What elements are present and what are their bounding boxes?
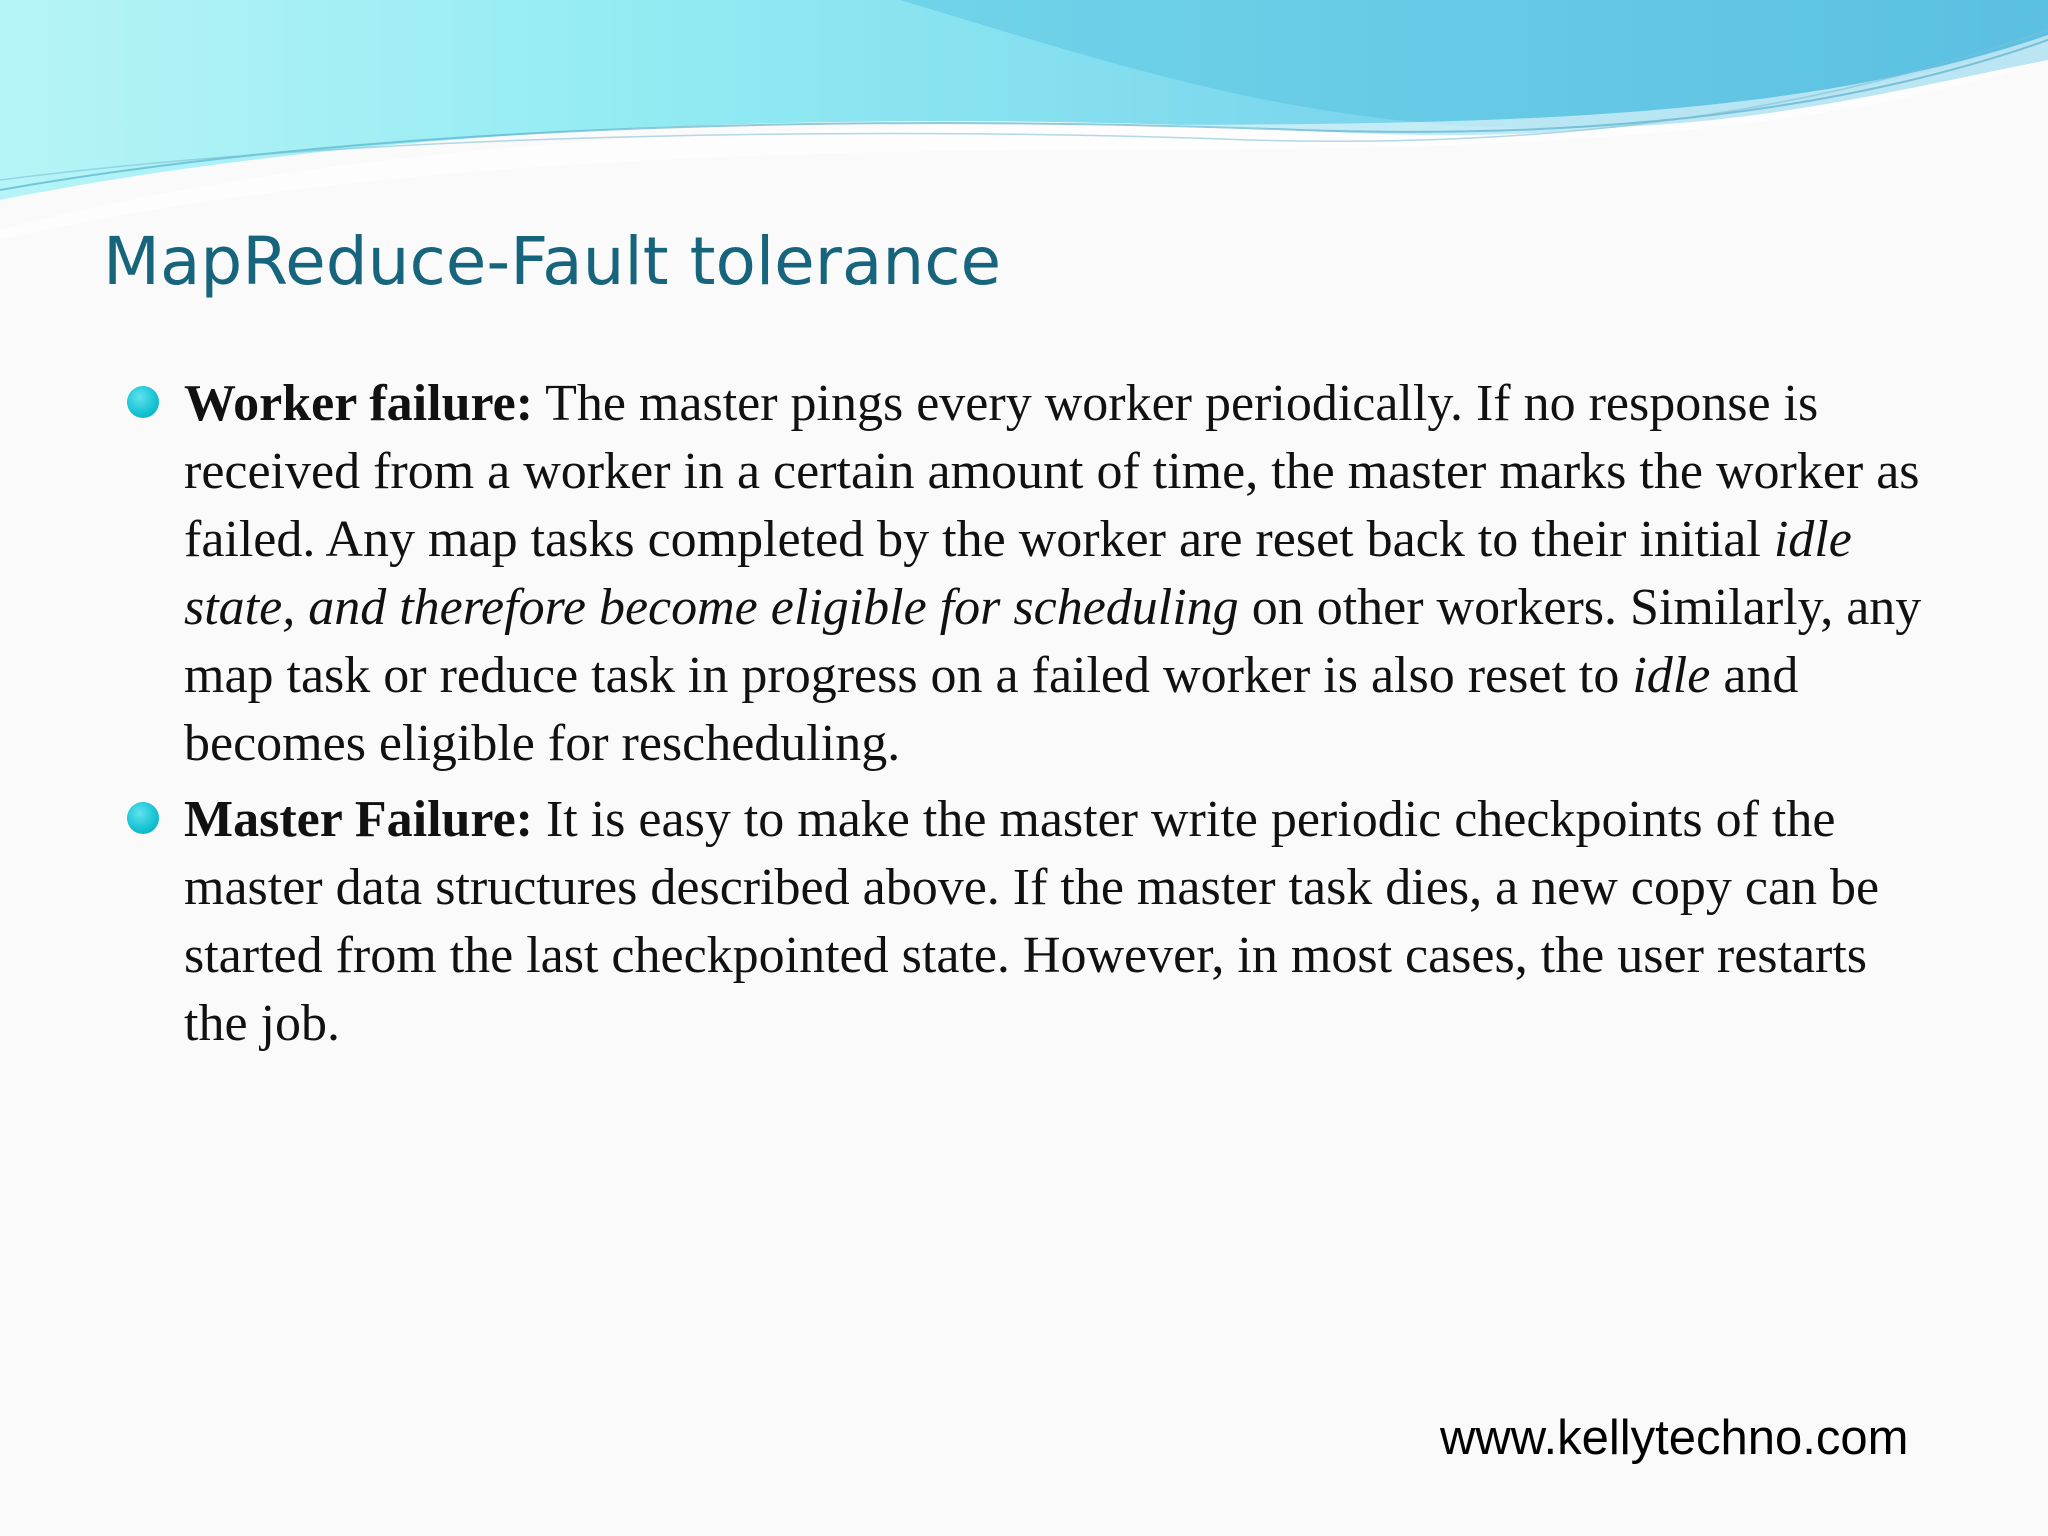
bullet-lead-text: Worker failure: <box>184 375 534 432</box>
footer-website-url: www.kellytechno.com <box>1440 1411 1909 1465</box>
header-wave-decoration <box>0 0 2048 240</box>
bullet-body-text: on other workers. Similarly, any map task or reduce task in progress on a failed worker is also reset to <box>184 579 1922 704</box>
bullet-item-worker-failure <box>0 370 2048 778</box>
bullet-lead-text: Master Failure: <box>184 791 533 848</box>
bullet-item-master-failure <box>0 786 2048 1058</box>
slide-title: MapReduce-Fault tolerance <box>103 223 1002 300</box>
bullet-body-text: The master pings every worker periodically. If no response is received from a worker in a certain amount of time, the master marks the worker as failed. Any map tasks completed by the worker are reset back to their initial <box>184 375 1920 568</box>
bullet-body-text: It is easy to make the master write periodic checkpoints of the master data structures described above. If the master task dies, a new copy can be started from the last checkpointed state. However, in most cases, the user restarts the job. <box>184 791 1880 1052</box>
bullet-list <box>0 370 2048 1066</box>
bullet-italic-text: idle state, and therefore become eligible for scheduling <box>184 511 1852 636</box>
bullet-dot-icon <box>127 802 159 834</box>
bullet-body-text: and becomes eligible for rescheduling. <box>184 647 1799 772</box>
bullet-italic-text: idle <box>1632 647 1711 704</box>
bullet-dot-icon <box>127 386 159 418</box>
